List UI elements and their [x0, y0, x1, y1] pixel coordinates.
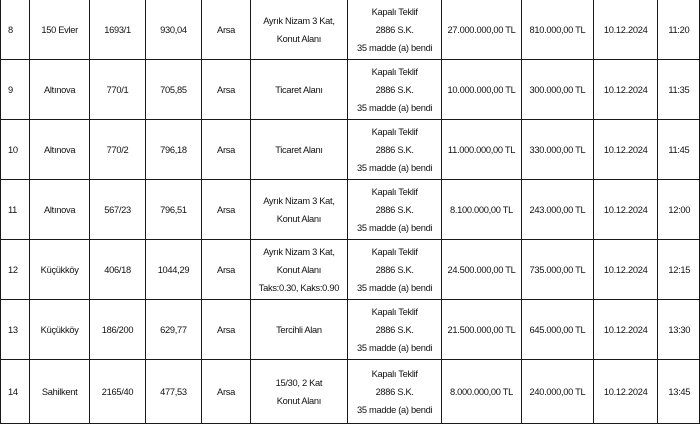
tender-method-cell-line: Kapalı Teklif	[371, 246, 418, 257]
zoning-cell	[250, 0, 347, 60]
table-row	[1, 120, 700, 180]
quality-cell: Arsa	[202, 240, 250, 300]
parcel-cell: 770/2	[90, 120, 145, 180]
tender-method-cell	[348, 120, 442, 180]
location-cell: Sahilkent	[29, 360, 90, 424]
tender-method-cell-line: 35 madde (a) bendi	[357, 342, 433, 353]
table-row	[1, 240, 700, 300]
row-number: 12	[1, 240, 30, 300]
tender-method-cell-line: 35 madde (a) bendi	[357, 42, 433, 53]
guarantee-cell: 243.000,00 TL	[521, 180, 593, 240]
quality-cell: Arsa	[202, 60, 250, 120]
zoning-cell-line: Ticaret Alanı	[275, 144, 323, 155]
zoning-cell-line: Taks:0.30, Kaks:0.90	[258, 282, 340, 293]
area-cell: 629,77	[145, 300, 202, 360]
estimated-price-cell: 8.100.000,00 TL	[442, 180, 522, 240]
area-cell: 796,51	[145, 180, 202, 240]
quality-cell: Arsa	[202, 180, 250, 240]
tender-method-cell	[348, 240, 442, 300]
table-row	[1, 360, 700, 424]
estimated-price-cell: 10.000.000,00 TL	[442, 60, 522, 120]
location-cell: 150 Evler	[29, 0, 90, 60]
area-cell: 1044,29	[145, 240, 202, 300]
tender-method-cell-line: 2886 S.K.	[375, 324, 414, 335]
tender-time-cell: 12:15	[658, 240, 700, 300]
tender-time-cell: 11:20	[658, 0, 700, 60]
location-cell: Küçükköy	[29, 240, 90, 300]
tender-method-cell-line: 2886 S.K.	[375, 204, 414, 215]
tender-method-cell-line: 2886 S.K.	[375, 144, 414, 155]
guarantee-cell: 240.000,00 TL	[521, 360, 593, 424]
parcel-cell: 406/18	[90, 240, 145, 300]
quality-cell: Arsa	[202, 300, 250, 360]
tender-time-cell: 13:30	[658, 300, 700, 360]
zoning-cell-line: Konut Alanı	[276, 213, 322, 224]
tender-method-cell-line: 2886 S.K.	[375, 24, 414, 35]
tender-method-cell-line: 2886 S.K.	[375, 84, 414, 95]
tender-method-cell-line: Kapalı Teklif	[371, 186, 418, 197]
table-row	[1, 60, 700, 120]
zoning-cell	[250, 300, 347, 360]
parcel-cell: 1693/1	[90, 0, 145, 60]
zoning-cell-line: Konut Alanı	[276, 395, 322, 406]
tender-date-cell: 10.12.2024	[594, 0, 658, 60]
tender-method-cell	[348, 300, 442, 360]
tender-method-cell	[348, 360, 442, 424]
zoning-cell-line: Ticaret Alanı	[275, 84, 323, 95]
estimated-price-cell: 24.500.000,00 TL	[442, 240, 522, 300]
area-cell: 477,53	[145, 360, 202, 424]
tender-date-cell: 10.12.2024	[594, 240, 658, 300]
guarantee-cell: 300.000,00 TL	[521, 60, 593, 120]
tender-method-cell-line: Kapalı Teklif	[371, 368, 418, 379]
location-cell: Altınova	[29, 120, 90, 180]
row-number: 10	[1, 120, 30, 180]
tender-method-cell-line: 2886 S.K.	[375, 386, 414, 397]
estimated-price-cell: 27.000.000,00 TL	[442, 0, 522, 60]
location-cell: Altınova	[29, 60, 90, 120]
row-number: 14	[1, 360, 30, 424]
row-number: 8	[1, 0, 30, 60]
tender-method-cell-line: 35 madde (a) bendi	[357, 222, 433, 233]
guarantee-cell: 645.000,00 TL	[521, 300, 593, 360]
estimated-price-cell: 11.000.000,00 TL	[442, 120, 522, 180]
quality-cell: Arsa	[202, 120, 250, 180]
parcel-cell: 770/1	[90, 60, 145, 120]
tender-method-cell-line: Kapalı Teklif	[371, 306, 418, 317]
tender-method-cell-line: 35 madde (a) bendi	[357, 404, 433, 415]
zoning-cell-line: 15/30, 2 Kat	[275, 377, 323, 388]
tender-method-cell-line: Kapalı Teklif	[371, 126, 418, 137]
tender-method-cell	[348, 180, 442, 240]
zoning-cell-line: Konut Alanı	[276, 33, 322, 44]
guarantee-cell: 735.000,00 TL	[521, 240, 593, 300]
zoning-cell	[250, 360, 347, 424]
tender-date-cell: 10.12.2024	[594, 60, 658, 120]
tender-method-cell-line: 2886 S.K.	[375, 264, 414, 275]
zoning-cell-line: Ayrık Nizam 3 Kat,	[263, 195, 335, 206]
table-row	[1, 0, 700, 60]
tender-method-cell-line: 35 madde (a) bendi	[357, 282, 433, 293]
guarantee-cell: 330.000,00 TL	[521, 120, 593, 180]
zoning-cell-line: Ayrık Nizam 3 Kat,	[263, 15, 335, 26]
guarantee-cell: 810.000,00 TL	[521, 0, 593, 60]
tender-date-cell: 10.12.2024	[594, 300, 658, 360]
tender-time-cell: 13:45	[658, 360, 700, 424]
zoning-cell-line: Konut Alanı	[276, 264, 322, 275]
zoning-cell	[250, 240, 347, 300]
tender-method-cell-line: 35 madde (a) bendi	[357, 102, 433, 113]
area-cell: 796,18	[145, 120, 202, 180]
tender-date-cell: 10.12.2024	[594, 120, 658, 180]
tender-method-cell-line: Kapalı Teklif	[371, 66, 418, 77]
row-number: 11	[1, 180, 30, 240]
zoning-cell	[250, 120, 347, 180]
parcel-cell: 186/200	[90, 300, 145, 360]
tender-method-cell	[348, 0, 442, 60]
estimated-price-cell: 8.000.000,00 TL	[442, 360, 522, 424]
tender-time-cell: 11:45	[658, 120, 700, 180]
tender-time-cell: 12:00	[658, 180, 700, 240]
parcel-cell: 567/23	[90, 180, 145, 240]
row-number: 13	[1, 300, 30, 360]
zoning-cell	[250, 180, 347, 240]
area-cell: 705,85	[145, 60, 202, 120]
area-cell: 930,04	[145, 0, 202, 60]
estimated-price-cell: 21.500.000,00 TL	[442, 300, 522, 360]
tender-time-cell: 11:35	[658, 60, 700, 120]
tender-date-cell: 10.12.2024	[594, 180, 658, 240]
zoning-cell-line: Tercihli Alan	[276, 324, 322, 335]
tender-table-body	[1, 0, 700, 424]
zoning-cell	[250, 60, 347, 120]
location-cell: Küçükköy	[29, 300, 90, 360]
tender-method-cell	[348, 60, 442, 120]
zoning-cell-line: Ayrık Nizam 3 Kat,	[263, 246, 335, 257]
tender-method-cell-line: Kapalı Teklif	[371, 6, 418, 17]
quality-cell: Arsa	[202, 0, 250, 60]
location-cell: Altınova	[29, 180, 90, 240]
table-row	[1, 180, 700, 240]
parcel-cell: 2165/40	[90, 360, 145, 424]
tender-method-cell-line: 35 madde (a) bendi	[357, 162, 433, 173]
row-number: 9	[1, 60, 30, 120]
tender-date-cell: 10.12.2024	[594, 360, 658, 424]
table-row	[1, 300, 700, 360]
quality-cell: Arsa	[202, 360, 250, 424]
